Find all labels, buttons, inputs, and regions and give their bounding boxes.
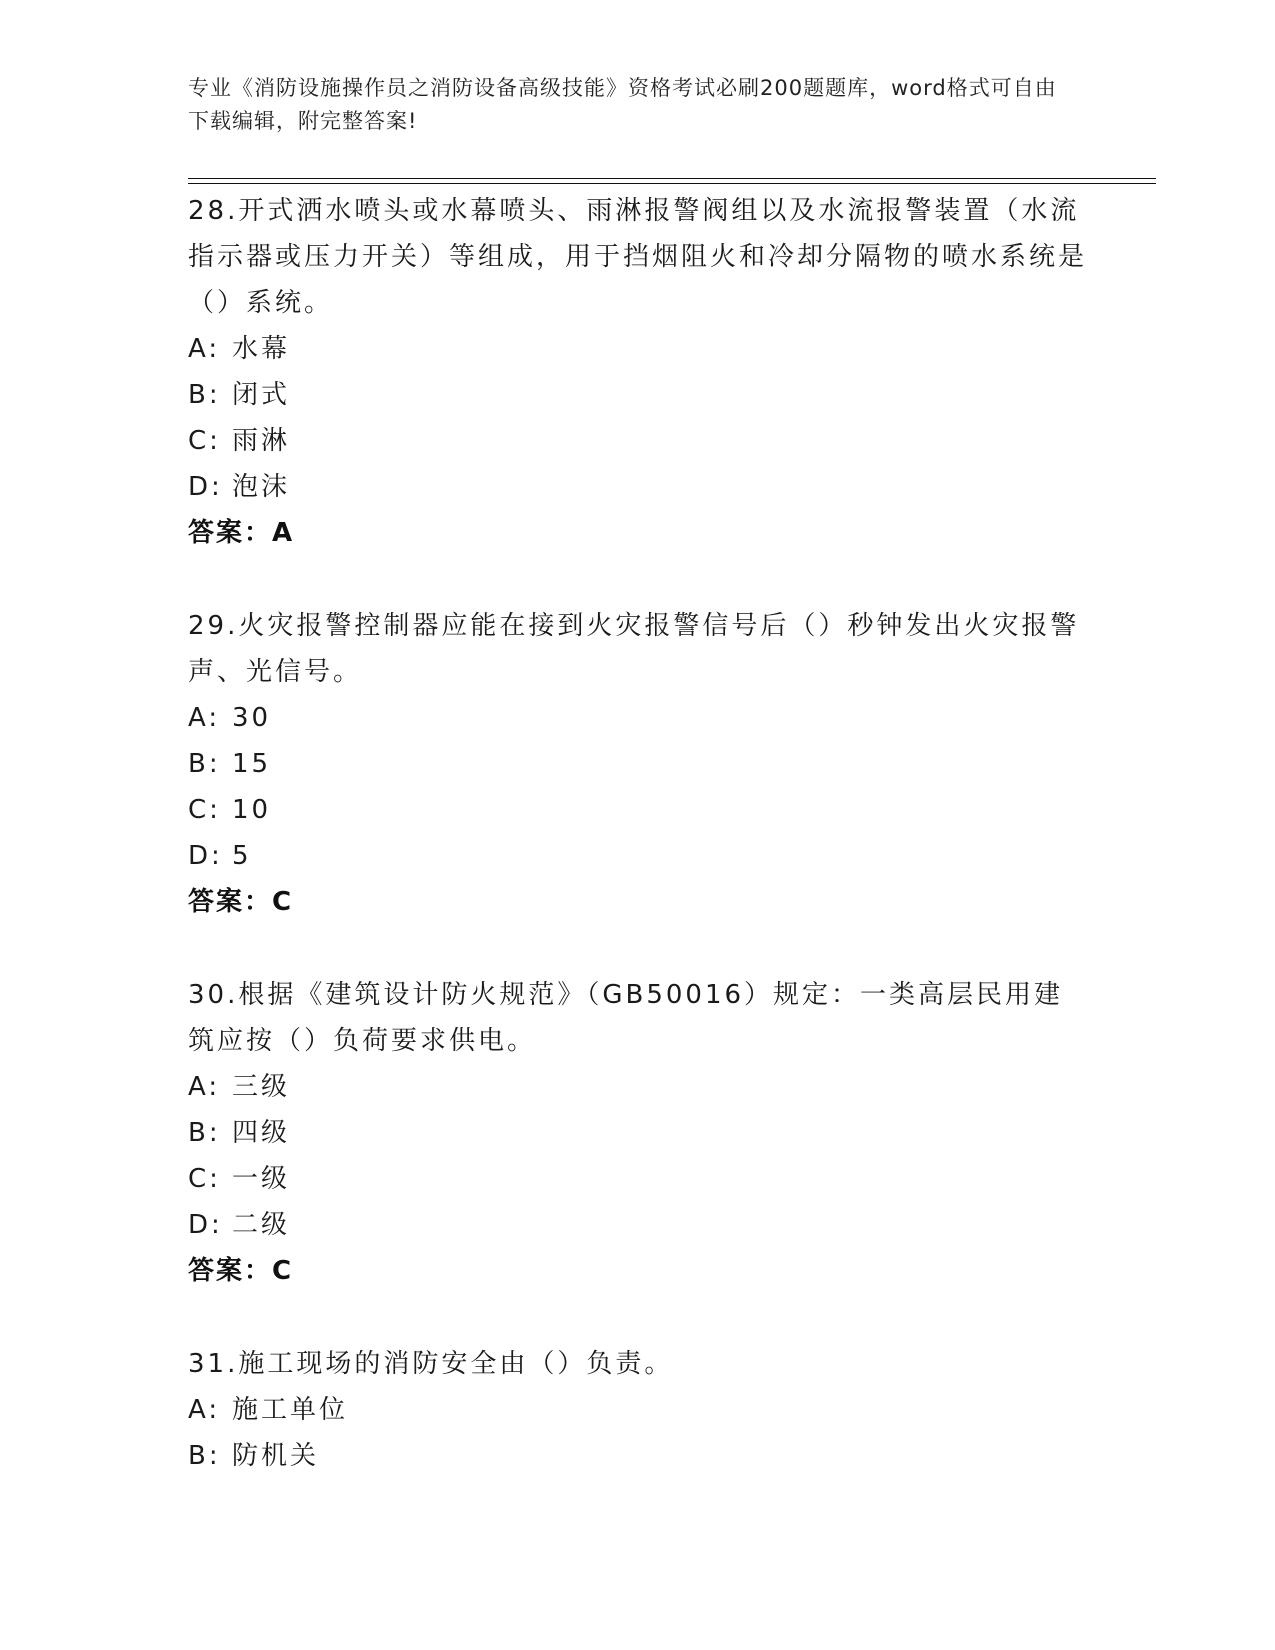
question-stem: 29.火灾报警控制器应能在接到火灾报警信号后（）秒钟发出火灾报警声、光信号。: [188, 611, 1080, 687]
option-text: 雨淋: [232, 426, 291, 456]
header-divider-top: [188, 178, 1156, 179]
option-letter: D:: [188, 1210, 223, 1240]
option-letter: D:: [188, 841, 223, 871]
header-text: 专业《消防设施操作员之消防设备高级技能》资格考试必刷200题题库，word格式可自由下载编辑，附完整答案!: [188, 76, 1057, 133]
option-letter: B:: [188, 749, 221, 779]
option-d: [188, 1202, 1088, 1248]
option-text: 泡沫: [232, 472, 291, 502]
answer-line: 答案：C: [188, 1256, 294, 1286]
option-b: [188, 1433, 1088, 1479]
question-stem: 30.根据《建筑设计防火规范》（GB50016）规定：一类高层民用建筑应按（）负荷要求供电。: [188, 980, 1064, 1056]
option-letter: A:: [188, 1072, 221, 1102]
option-letter: D:: [188, 472, 223, 502]
option-letter: A:: [188, 703, 221, 733]
option-text: 15: [232, 749, 272, 779]
option-letter: C:: [188, 1164, 221, 1194]
option-b: [188, 1110, 1088, 1156]
option-d: [188, 833, 1088, 879]
option-letter: B:: [188, 380, 221, 410]
option-letter: A:: [188, 334, 221, 364]
option-letter: C:: [188, 426, 221, 456]
question-28: [188, 188, 1088, 556]
option-letter: B:: [188, 1441, 221, 1471]
option-c: [188, 418, 1088, 464]
option-c: [188, 787, 1088, 833]
option-a: [188, 326, 1088, 372]
option-text: 30: [232, 703, 272, 733]
option-a: [188, 695, 1088, 741]
option-d: [188, 464, 1088, 510]
answer-line: 答案：A: [188, 518, 295, 548]
option-text: 5: [232, 841, 252, 871]
option-letter: B:: [188, 1118, 221, 1148]
question-29: [188, 603, 1088, 925]
question-30: [188, 972, 1088, 1294]
option-text: 一级: [232, 1164, 291, 1194]
question-31: [188, 1341, 1088, 1479]
option-text: 二级: [232, 1210, 291, 1240]
option-text: 水幕: [232, 334, 291, 364]
header-divider-bottom: [188, 183, 1156, 184]
option-b: [188, 741, 1088, 787]
option-a: [188, 1387, 1088, 1433]
question-stem: 28.开式洒水喷头或水幕喷头、雨淋报警阀组以及水流报警装置（水流指示器或压力开关）等组成，用于挡烟阻火和冷却分隔物的喷水系统是（）系统。: [188, 196, 1088, 318]
option-text: 三级: [232, 1072, 291, 1102]
option-a: [188, 1064, 1088, 1110]
option-text: 10: [232, 795, 272, 825]
option-text: 闭式: [232, 380, 291, 410]
option-c: [188, 1156, 1088, 1202]
option-text: 施工单位: [232, 1395, 349, 1425]
option-letter: A:: [188, 1395, 221, 1425]
document-header: [188, 72, 1068, 138]
answer-line: 答案：C: [188, 887, 294, 917]
option-b: [188, 372, 1088, 418]
question-stem: 31.施工现场的消防安全由（）负责。: [188, 1349, 674, 1379]
option-text: 防机关: [232, 1441, 320, 1471]
option-letter: C:: [188, 795, 221, 825]
option-text: 四级: [232, 1118, 291, 1148]
question-list: [188, 188, 1088, 1526]
